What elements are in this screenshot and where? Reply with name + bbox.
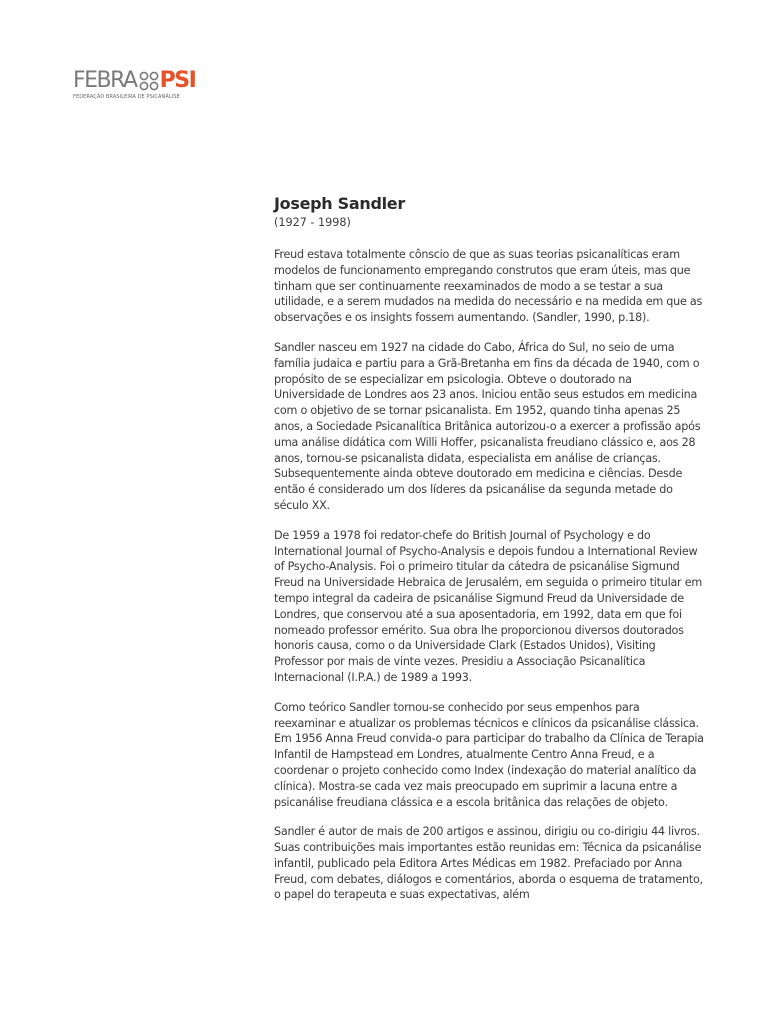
paragraph-1: Freud estava totalmente cônscio de que as suas teorias psicanalíticas eram modelos de funcionamento empregando construtos que eram úteis, mas que tinham que ser continuamente reexaminados de modo a se testar a sua utilidade, e a serem mudados na medida do necessário e na medida em que as observações e os insights fossem aumentando. (Sandler, 1990, p.18). [274,248,703,325]
paragraph-3: De 1959 a 1978 foi redator-chefe do British Journal of Psychology e do International Journal of Psycho-Analysis e depois fundou a International Review of Psycho-Analysis. Foi o primeiro titular da cátedra de psicanálise Sigmund Freud na Universidade Hebraica de Jerusalém, em seguida o primeiro titular em tempo integral da cadeira de psicanálise Sigmund Freud da Universidade de Londres, que conservou até a sua aposentadoria, em 1992, data em que foi nomeado professor emérito. Sua obra lhe proporcionou diversos doutorados honoris causa, como o da Universidade Clark (Estados Unidos), Visiting Professor por mais de vinte vezes. Presidiu a Associação Psicanalítica Internacional (I.P.A.) de 1989 a 1993. [274,528,702,684]
article-title: Joseph Sandler [274,194,405,213]
logo-wordmark [73,68,213,92]
article-dates: (1927 - 1998) [274,216,351,229]
logo-circles-icon [139,71,159,91]
logo-febra-text: FEBRA [73,68,137,93]
paragraph-5: Sandler é autor de mais de 200 artigos e assinou, dirigiu ou co-dirigiu 44 livros. Suas contribuições mais importantes estão reunidas em: Técnica da psicanálise infantil, publicado pela Editora Artes Médicas em 1982. Prefaciado por Anna Freud, com debates, diálogos e comentários, aborda o esquema de tratamento, o papel do terapeuta e suas expectativas, além [274,825,703,902]
paragraph-2: Sandler nasceu em 1927 na cidade do Cabo, África do Sul, no seio de uma família judaica e partiu para a Grã-Bretanha em fins da década de 1940, com o propósito de se especializar em psicologia. Obteve o doutorado na Universidade de Londres aos 23 anos. Iniciou então seus estudos em medicina com o objetivo de se tornar psicanalista. Em 1952, quando tinha apenas 25 anos, a Sociedade Psicanalítica Britânica autorizou-o a exercer a profissão após uma análise didática com Willi Hoffer, psicanalista freudiano clássico e, aos 28 anos, tornou-se psicanalista didata, especialista em análise de crianças. Subsequentemente ainda obteve doutorado em medicina e ciências. Desde então é considerado um dos líderes da psicanálise da segunda metade do século XX. [274,340,701,512]
logo-subtitle: FEDERAÇÃO BRASILEIRA DE PSICANÁLISE [73,94,180,100]
article [274,193,704,917]
paragraph-4: Como teórico Sandler tornou-se conhecido por seus empenhos para reexaminar e atualizar os problemas técnicos e clínicos da psicanálise clássica. Em 1956 Anna Freud convida-o para participar do trabalho da Clínica de Terapia Infantil de Hampstead em Londres, atualmente Centro Anna Freud, e a coordenar o projeto conhecido como Index (indexação do material analítico da clínica). Mostra-se cada vez mais preocupado em suprimir a lacuna entre a psicanálise freudiana clássica e a escola britânica das relações de objeto. [274,700,704,809]
febrapsi-logo [73,68,213,102]
logo-psi-text: PSI [159,68,196,93]
